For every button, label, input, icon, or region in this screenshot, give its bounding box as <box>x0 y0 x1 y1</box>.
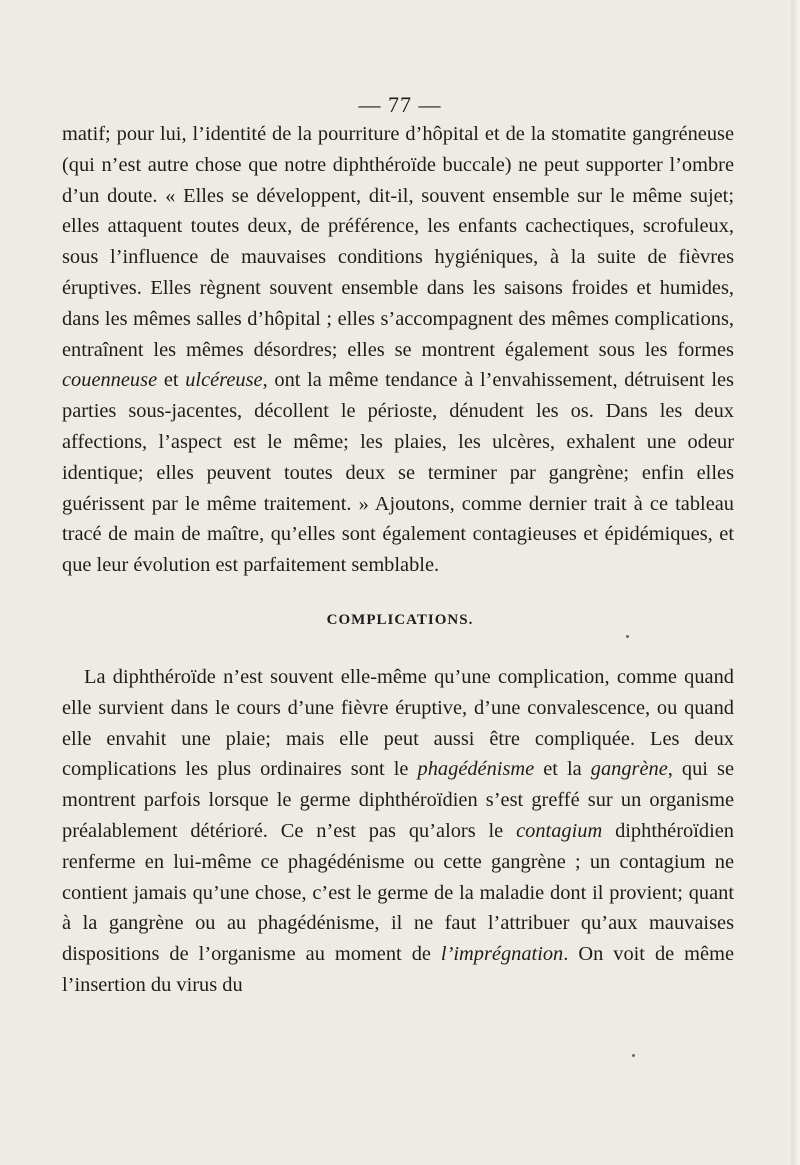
italic-term: gangrène <box>590 758 668 781</box>
paragraph-1 <box>62 119 734 581</box>
text-run: , ont la même tendance à l’envahissement, détruisent les parties sous-jacentes, décollent le périoste, dénudent les os. Dans les deux affections, l’aspect est le même; les plaies, les ulcères, exhalent une odeur identique; elles peuvent toutes deux se terminer par gangrène; enfin elles guérissent par le même traitement. » Ajoutons, comme dernier trait à ce tableau tracé de main de maître, qu’elles sont également contagieuses et épidémiques, et que leur évolution est parfaitement semblable. <box>62 369 734 577</box>
text-run: , qui se montrent parfois lorsque le germe diphthéroïdien s’est greffé sur un organisme préalablement détérioré. Ce n’est pas qu’alors le <box>62 758 734 842</box>
text-run: diphthéroïdien renferme en lui-même ce phagédénisme ou cette gangrène ; un contagium ne contient jamais qu’une chose, c’est le germe de la maladie dont il provient; quant à la gangrène ou au phagédénisme, il ne faut l’attribuer qu’aux mauvaises dispositions de l’organisme au moment de <box>62 819 734 966</box>
text-run: et la <box>534 758 591 781</box>
italic-term: l’imprégnation <box>440 943 564 966</box>
section-heading: COMPLICATIONS. <box>326 612 474 628</box>
paragraph-2-text <box>62 662 734 1001</box>
paragraph-1-text <box>62 119 734 581</box>
paragraph-2 <box>62 662 734 1001</box>
text-run: matif; pour lui, l’identité de la pourriture d’hôpital et de la stomatite gangréneuse (qui n’est autre chose que notre diphthéroïde buccale) ne peut supporter l’ombre d’un doute. « Elles se développent, dit-il, souvent ensemble sur le même sujet; elles attaquent toutes deux, de préférence, les enfants cachectiques, scrofuleux, sous l’influence de mauvaises conditions hygiéniques, à la suite de fièvres éruptives. Elles règnent souvent ensemble dans les saisons froides et humides, dans les mêmes salles d’hôpital ; elles s’accompagnent des mêmes complications, entraînent les mêmes désordres; elles se montrent également sous les formes <box>62 123 734 361</box>
page-edge <box>788 0 800 1165</box>
italic-term: phagédénisme <box>417 758 535 781</box>
text-run: La diphthéroïde n’est souvent elle-même qu’une complication, comme quand elle survient dans le cours d’une fièvre éruptive, d’une convalescence, ou quand elle envahit une plaie; mais elle peut aussi être compliquée. Les deux complications les plus ordinaires sont le <box>62 666 734 781</box>
italic-term: contagium <box>516 819 603 842</box>
ink-speck <box>632 1054 635 1057</box>
italic-term: couenneuse <box>62 369 158 392</box>
text-run: et <box>157 369 186 392</box>
ink-speck <box>626 635 629 638</box>
page-number: — 77 — <box>358 92 442 117</box>
text-run: . On voit de même l’insertion du virus du <box>62 943 734 996</box>
italic-term: ulcéreuse <box>185 369 263 392</box>
